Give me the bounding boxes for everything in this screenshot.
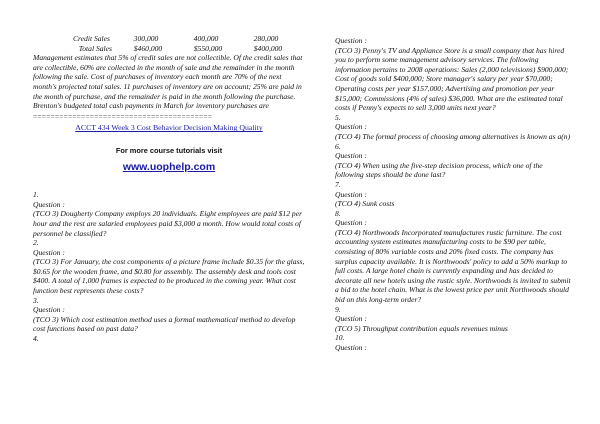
question-line: 5. xyxy=(335,112,341,122)
question-line: 8. xyxy=(335,208,341,218)
total-sales-row xyxy=(33,44,305,54)
question-line: 3. xyxy=(33,295,39,305)
left-question-list xyxy=(33,190,305,344)
credit-sales-value-1: 300,000 xyxy=(133,34,159,43)
question-line: (TCO 3) Which cost estimation method uses a formal mathematical method to develop cost functions based on past data? xyxy=(33,314,296,334)
question-line: 6. xyxy=(335,141,341,151)
question-line: (TCO 4) Sunk costs xyxy=(335,199,395,209)
question-line: Question : xyxy=(33,247,65,257)
question-line: (TCO 3) For January, the cost components of a picture frame include $0.35 for the glass, $0.65 for the wooden frame, and $0.80 for assembly. The assembly desk and tools cost $400. A total of 1,000 frames is expected to be produced in the coming year. What cost function best represents these costs? xyxy=(33,257,305,296)
question-line: (TCO 3) Penny's TV and Appliance Store is a small company that has hired you to perform some management advisory services. The following information pertains to 2008 operations: Sales (2,000 televisions) $900,000; Cost of goods sold $400,000; Store manager's salary per year $70,000; Operating costs per year $157,000; Advertising and promotion per year $15,000; Commissions (4% of sales) $36,000. What are the estimated total costs if Penny's expects to sell 3,000 units next year? xyxy=(335,45,569,113)
question-line: (TCO 3) Dougherty Company employs 20 individuals. Eight employees are paid $12 per hour and the rest are salaried employees paid $3,000 a month. How would total costs of personnel be classified? xyxy=(33,209,303,238)
question-line: 10. xyxy=(335,333,345,343)
question-line: Question : xyxy=(33,305,65,315)
question-line: (TCO 4) When using the five-step decision process, which one of the following steps should be done last? xyxy=(335,160,543,180)
question-line: Question : xyxy=(335,151,367,161)
site-link[interactable]: www.uophelp.com xyxy=(122,160,216,173)
question-line: 1. xyxy=(33,190,39,200)
credit-sales-value-3: 280,000 xyxy=(253,34,279,43)
question-line: (TCO 5) Throughput contribution equals revenues minus xyxy=(335,323,508,333)
question-line: Question : xyxy=(335,189,367,199)
question-line: 9. xyxy=(335,304,341,314)
question-line: Question : xyxy=(335,343,367,352)
tutorials-text: For more course tutorials visit xyxy=(115,145,223,155)
question-line: Question : xyxy=(335,218,367,228)
total-sales-value-1: $460,000 xyxy=(133,43,163,53)
right-column xyxy=(335,36,573,353)
question-line: Question : xyxy=(335,36,367,45)
credit-sales-row xyxy=(31,34,305,44)
credit-sales-label: Credit Sales xyxy=(72,34,110,43)
question-line: 4. xyxy=(33,334,39,344)
total-sales-value-3: $400,000 xyxy=(253,43,283,53)
question-line: Question : xyxy=(335,122,367,132)
total-sales-label: Total Sales xyxy=(78,43,112,53)
budget-paragraph: Management estimates that 5% of credit sales are not collectible. Of the credit sales that are collectible, 60% are collected in the month of sale and the remainder in the month following the sale. Cost of purchases of inventory each month are 70% of the next month's projected total sales. 11 purchases of inventory are on account; 25% are paid in the month of purchase, and the remainder is paid in the month following the purchase. Brenton's budgeted total cash payments in March for inventory purchases are xyxy=(33,53,303,111)
question-line: (TCO 4) The formal process of choosing among alternatives is known as a(n) xyxy=(335,131,571,141)
credit-sales-value-2: 400,000 xyxy=(193,34,219,43)
question-line: Question : xyxy=(33,199,65,209)
question-line: (TCO 4) Northwoods Incorporated manufactures rustic furniture. The cost accounting system estimates manufacturing costs to be $90 per table, consisting of 80% variable costs and 20% fixed costs. The company has surplus capacity available. It is Northwoods' policy to add a 50% markup to full costs. A large hotel chain is currently expanding and has decided to decorate all new hotels using the rustic style. Northwoods is invited to submit a bid to the hotel chain. What is the lowest price per unit Northwoods should bid on this long-term order? xyxy=(335,227,571,305)
course-title-link[interactable]: ACCT 434 Week 3 Cost Behavior Decision Making Quality xyxy=(75,123,263,133)
left-column xyxy=(33,34,305,344)
separator-line: ========================================= xyxy=(33,111,213,121)
question-line: 7. xyxy=(335,179,341,189)
question-line: 2. xyxy=(33,238,39,248)
question-line: Question : xyxy=(335,314,367,324)
total-sales-value-2: $550,000 xyxy=(193,43,223,53)
